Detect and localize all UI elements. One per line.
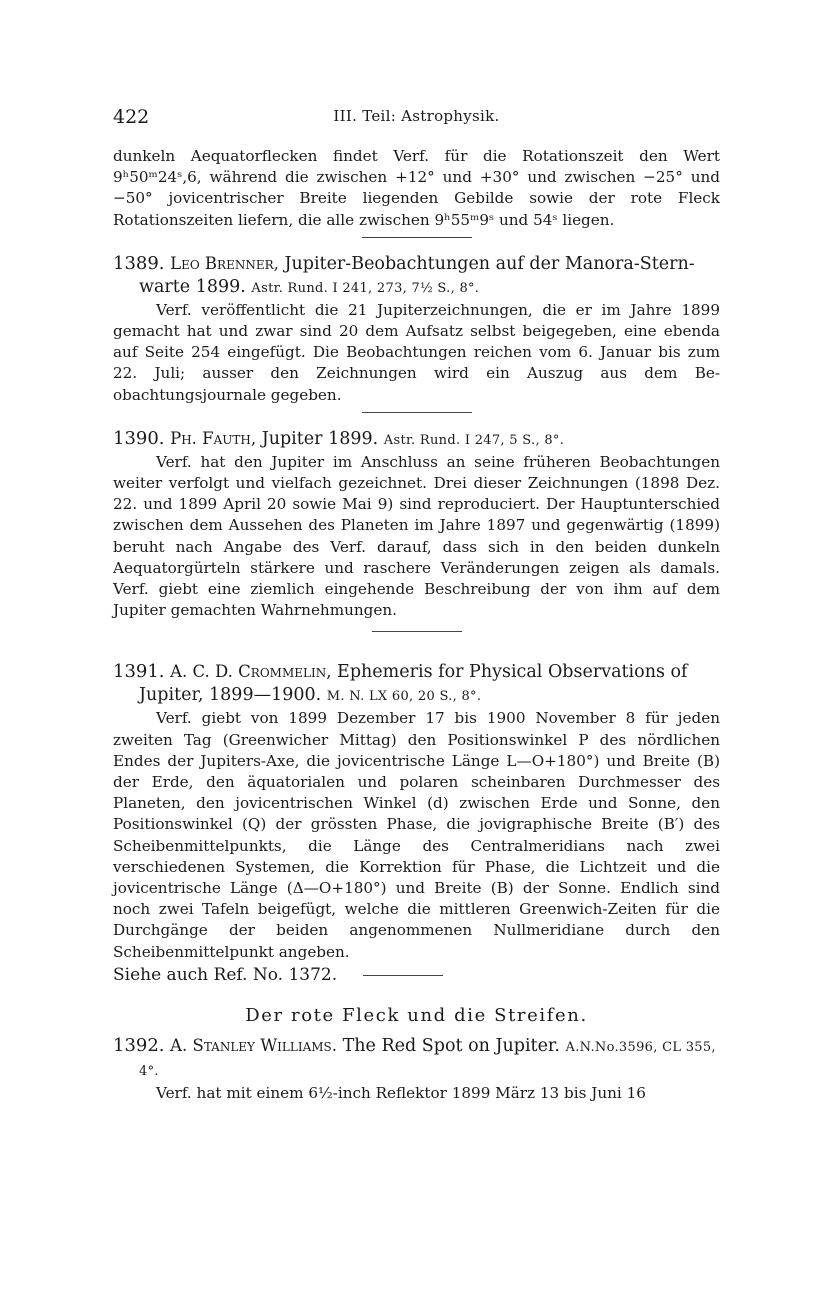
entry-author: A. C. D. Crommelin,: [170, 662, 332, 682]
entry-number: 1390.: [113, 427, 165, 449]
entry-number: 1389.: [113, 252, 165, 274]
intro-paragraph: dunkeln Aequatorflecken findet Verf. für die Rotationszeit den Wert 9ʰ50ᵐ24ˢ,6, während die zwischen +12° und +30° und zwischen −25° und −50° jovicentrischer Breite liegenden Gebilde sowie der rote Fleck Rotationszeiten liefern, die alle zwischen 9ʰ55ᵐ9ˢ und 54ˢ liegen.: [113, 147, 720, 229]
entry-title: Jupiter 1899.: [261, 428, 379, 449]
entry-source: Astr. Rund. I 241, 273, 7½ S., 8°.: [251, 280, 480, 296]
entry-author: A. Stanley Williams.: [170, 1036, 338, 1056]
separator: [363, 975, 443, 976]
running-title: III. Teil: Astrophysik.: [333, 107, 500, 125]
page-number: 422: [113, 106, 150, 128]
see-also: [113, 963, 720, 987]
separator: [362, 412, 472, 413]
separator: [372, 631, 462, 632]
entry-heading: [113, 660, 720, 708]
entry-body: Verf. hat den Jupiter im Anschluss an seine früheren Beobachtungen weiter verfolgt und vielfach gezeichnet. Drei dieser Zeichnungen (1898 Dez. 22. und 1899 April 20 sowie Mai 9) sind reproduciert. Der Hauptunterschied zwischen dem Aussehen des Planeten im Jahre 1897 und gegenwärtig (1899) beruht nach Angabe des Verf. darauf, dass sich in den beiden dunkeln Aequatorgürteln stärkere und raschere Veränderungen zeigen als damals. Verf. giebt eine ziemlich eingehende Beschreibung der von ihm auf dem Jupiter gemachten Wahrnehmungen.: [113, 452, 720, 620]
entry-heading: [113, 427, 720, 452]
entry-body: Verf. veröffentlicht die 21 Jupiterzeichnungen, die er im Jahre 1899 gemacht hat und zwar sind 20 dem Aufsatz selbst beigegeben, eine ebenda auf Seite 254 eingefügt. Die Beobachtungen reichen vom 6. Januar bis zum 22. Juli; ausser den Zeichnungen wird ein Auszug aus dem Beobachtungsjournale gegeben.: [113, 300, 720, 404]
entry-body: Verf. hat mit einem 6½-inch Reflektor 1899 März 13 bis Juni 16: [156, 1084, 646, 1103]
entry-number: 1392.: [113, 1035, 165, 1057]
entry-number: 1391.: [113, 661, 165, 683]
entry-1389: [113, 252, 720, 406]
entry-title: Jupiter-Beobachtungen auf der Manora-Sternwarte 1899.: [139, 253, 695, 297]
entry-heading: [113, 252, 720, 300]
entry-heading: [113, 1034, 720, 1083]
entry-body: Verf. giebt von 1899 Dezember 17 bis 1900 November 8 für jeden zweiten Tag (Greenwicher Mittag) den Positionswinkel P des nördlichen Endes der Jupiters-Axe, die jovicentrische Länge L—O+180°) und Breite (B) der Erde, den äquatorialen und polaren scheinbaren Durchmesser des Planeten, den jovicentrischen Winkel (d) zwischen Erde und Sonne, den Positionswinkel (Q) der grössten Phase, die jovigraphische Breite (B′) des Scheibenmittelpunkts, die Länge des Centralmeridians nach zwei verschiedenen Systemen, die Korrektion für Phase, die Lichtzeit und die jovicentrische Länge (Δ—O+180°) und Breite (B) der Sonne. Endlich sind noch zwei Tafeln beigefügt, welche die mittleren Greenwich-Zeiten für die Durchgänge der beiden angenommenen Nullmeridiane durch den Scheibenmittelpunkt angeben.: [113, 709, 720, 961]
main-column: [113, 146, 720, 1104]
entry-source: M. N. LX 60, 20 S., 8°.: [326, 689, 482, 705]
page-header: [113, 106, 720, 130]
see-also-text: Siehe auch Ref. No. 1372.: [113, 964, 338, 985]
entry-source: Astr. Rund. I 247, 5 S., 8°.: [383, 432, 565, 448]
entry-author: Ph. Fauth,: [170, 428, 257, 448]
entry-title: Ephemeris for Physical Observations of Jupiter, 1899—1900.: [139, 662, 688, 706]
separator: [362, 237, 472, 238]
entry-title: The Red Spot on Jupiter.: [342, 1036, 560, 1057]
entry-1390: [113, 427, 720, 622]
entry-1392: [113, 1034, 720, 1104]
entry-1391: [113, 660, 720, 986]
entry-author: Leo Brenner,: [170, 253, 279, 273]
entry-source: A.N.No.3596, CL 355, 4°.: [139, 1040, 716, 1080]
section-heading: Der rote Fleck und die Streifen.: [245, 1004, 588, 1026]
